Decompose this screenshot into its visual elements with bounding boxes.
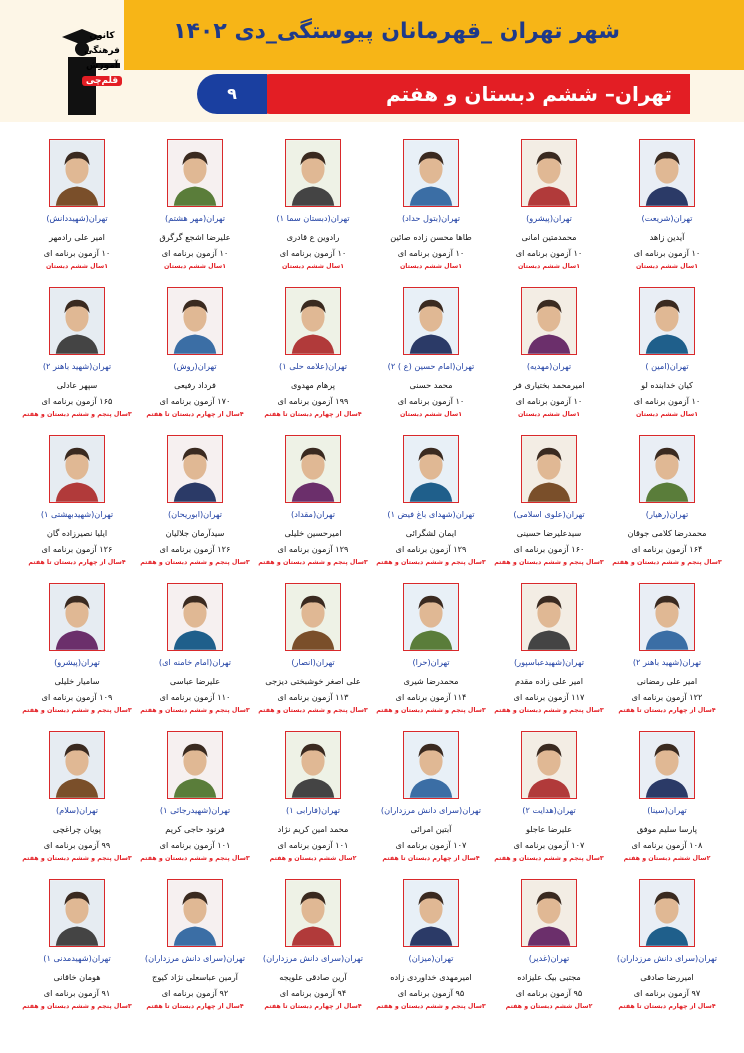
student-name: امیر علی رادمهر (49, 232, 105, 242)
student-years: ۴سال از چهارم دبستان تا هفتم (618, 1003, 716, 1010)
portrait-icon (640, 880, 694, 946)
student-school: تهران(علوی اسلامی) (513, 509, 585, 519)
student-name: ایمان لشگرائی (405, 528, 457, 538)
student-years: ۱سال ششم دبستان (399, 263, 463, 270)
student-name: رادوین ع قادری (286, 232, 340, 242)
student-school: تهران(سلام) (55, 805, 99, 815)
student-years: ۳سال پنجم و ششم دبستان و هفتم (22, 1003, 132, 1010)
student-name: محمد امین کریم نژاد (277, 824, 349, 834)
portrait-icon (286, 880, 340, 946)
student-years: ۳سال پنجم و ششم دبستان و هفتم (376, 707, 486, 714)
student-name: سپهر عادلی (56, 380, 98, 390)
student-exam-count: ۹۵ آزمون برنامه ای (515, 988, 583, 998)
student-exam-count: ۱۰ آزمون برنامه ای (515, 396, 583, 406)
portrait-icon (404, 436, 458, 502)
student-card (490, 278, 608, 424)
student-years: ۳سال پنجم و ششم دبستان و هفتم (22, 411, 132, 418)
student-school: تهران(شهیدمدنی ۱) (43, 953, 111, 963)
student-exam-count: ۱۶۰ آزمون برنامه ای (513, 544, 585, 554)
student-card (372, 870, 490, 1016)
student-photo (639, 879, 695, 947)
portrait-icon (168, 140, 222, 206)
student-school: تهران(هدایت ۲) (522, 805, 576, 815)
student-school: تهران(فارابی ۱) (285, 805, 340, 815)
student-name: امیرمحمد بختیاری فر (513, 380, 585, 390)
student-card (136, 870, 254, 1016)
portrait-icon (522, 584, 576, 650)
student-years: ۱سال ششم دبستان (45, 263, 109, 270)
portrait-icon (286, 732, 340, 798)
portrait-icon (50, 140, 104, 206)
student-photo (285, 435, 341, 503)
student-photo (167, 731, 223, 799)
student-school: تهران(حرا) (412, 657, 450, 667)
portrait-icon (404, 732, 458, 798)
student-years: ۱سال ششم دبستان (399, 411, 463, 418)
student-years: ۳سال پنجم و ششم دبستان و هفتم (494, 559, 604, 566)
portrait-icon (522, 288, 576, 354)
student-exam-count: ۹۱ آزمون برنامه ای (43, 988, 111, 998)
portrait-icon (522, 732, 576, 798)
portrait-icon (168, 436, 222, 502)
student-exam-count: ۱۲۶ آزمون برنامه ای (41, 544, 113, 554)
student-school: تهران(مهر هشتم) (164, 213, 226, 223)
student-name: علیرضا عباسی (169, 676, 221, 686)
portrait-icon (404, 880, 458, 946)
student-exam-count: ۱۰ آزمون برنامه ای (633, 396, 701, 406)
student-exam-count: ۱۰ آزمون برنامه ای (515, 248, 583, 258)
student-name: سیدعلیرضا حسینی (516, 528, 582, 538)
student-school: تهران(روش) (173, 361, 217, 371)
student-years: ۳سال پنجم و ششم دبستان و هفتم (22, 855, 132, 862)
student-school: تهران(سرای دانش مرزداران) (262, 953, 364, 963)
student-exam-count: ۹۲ آزمون برنامه ای (161, 988, 229, 998)
student-name: آرین صادقی علویجه (279, 972, 347, 982)
student-name: پویان چراغچی (52, 824, 102, 834)
student-card (608, 574, 726, 720)
student-years: ۴سال از چهارم دبستان تا هفتم (618, 707, 716, 714)
student-school: تهران(امام خامنه ای) (158, 657, 232, 667)
student-years: ۳سال پنجم و ششم دبستان و هفتم (376, 1003, 486, 1010)
student-name: سیدآرمان جلالیان (165, 528, 225, 538)
page-subtitle: تهران– ششم دبستان و هفتم (385, 82, 672, 106)
student-card (18, 870, 136, 1016)
student-grid (18, 130, 726, 1030)
portrait-icon (522, 436, 576, 502)
student-exam-count: ۱۰۹ آزمون برنامه ای (41, 692, 113, 702)
student-photo (285, 731, 341, 799)
student-exam-count: ۱۱۰ آزمون برنامه ای (159, 692, 231, 702)
student-years: ۴سال از چهارم دبستان تا هفتم (146, 1003, 244, 1010)
student-name: امیر علی زاده مقدم (515, 676, 583, 686)
student-name: طاها محسن زاده صائین (390, 232, 472, 242)
student-exam-count: ۱۰۱ آزمون برنامه ای (159, 840, 231, 850)
student-name: فرداد رفیعی (174, 380, 216, 390)
student-school: تهران(میزان) (408, 953, 454, 963)
portrait-icon (640, 584, 694, 650)
student-photo (285, 287, 341, 355)
student-photo (167, 879, 223, 947)
portrait-icon (640, 436, 694, 502)
student-photo (403, 139, 459, 207)
student-name: محمدرضا شیری (403, 676, 459, 686)
student-years: ۲سال ششم دبستان و هفتم (269, 855, 357, 862)
student-photo (403, 435, 459, 503)
student-exam-count: ۹۷ آزمون برنامه ای (633, 988, 701, 998)
student-photo (521, 583, 577, 651)
student-card (254, 278, 372, 424)
student-exam-count: ۹۵ آزمون برنامه ای (397, 988, 465, 998)
portrait-icon (50, 732, 104, 798)
student-exam-count: ۱۰ آزمون برنامه ای (397, 396, 465, 406)
student-school: تهران(شهید باهنر ۲) (42, 361, 112, 371)
student-exam-count: ۱۱۷ آزمون برنامه ای (513, 692, 585, 702)
student-name: محمدرضا کلامی جوقان (627, 528, 707, 538)
student-school: تهران(غدیر) (528, 953, 570, 963)
student-exam-count: ۱۰۱ آزمون برنامه ای (277, 840, 349, 850)
student-school: تهران(دبستان سما ۱) (276, 213, 350, 223)
portrait-icon (286, 140, 340, 206)
portrait-icon (50, 880, 104, 946)
student-years: ۱سال ششم دبستان (517, 411, 581, 418)
page-number: ۹ (197, 74, 267, 114)
student-years: ۳سال پنجم و ششم دبستان و هفتم (22, 707, 132, 714)
student-name: آبتین امرائی (410, 824, 452, 834)
student-exam-count: ۱۰ آزمون برنامه ای (161, 248, 229, 258)
logo-line: قلم‌چی (82, 76, 122, 86)
student-years: ۳سال پنجم و ششم دبستان و هفتم (258, 707, 368, 714)
student-name: کیان خدابنده لو (641, 380, 693, 390)
student-photo (403, 731, 459, 799)
student-school: تهران(پیشرو) (54, 657, 100, 667)
portrait-icon (404, 288, 458, 354)
student-photo (285, 139, 341, 207)
student-photo (49, 583, 105, 651)
student-exam-count: ۱۰۷ آزمون برنامه ای (395, 840, 467, 850)
student-photo (639, 435, 695, 503)
logo-line: آموزش (86, 61, 118, 71)
student-card (18, 278, 136, 424)
student-card (372, 574, 490, 720)
student-photo (521, 435, 577, 503)
student-photo (167, 287, 223, 355)
student-name: امیرحسین خلیلی (284, 528, 342, 538)
student-school: تهران(سرای دانش مرزداران) (380, 805, 482, 815)
portrait-icon (168, 880, 222, 946)
student-school: تهران(شهیدعباسپور) (513, 657, 584, 667)
student-school: تهران(شهیددانش) (46, 213, 108, 223)
student-photo (167, 435, 223, 503)
student-card (490, 722, 608, 868)
student-years: ۲سال ششم دبستان و هفتم (623, 855, 711, 862)
student-exam-count: ۱۰۸ آزمون برنامه ای (631, 840, 703, 850)
student-photo (49, 879, 105, 947)
student-exam-count: ۱۶۴ آزمون برنامه ای (631, 544, 703, 554)
student-exam-count: ۱۲۶ آزمون برنامه ای (159, 544, 231, 554)
portrait-icon (640, 288, 694, 354)
student-school: تهران(انصار) (291, 657, 335, 667)
student-card (608, 426, 726, 572)
student-name: مجتبی بیک علیزاده (517, 972, 581, 982)
student-exam-count: ۹۹ آزمون برنامه ای (43, 840, 111, 850)
student-years: ۱سال ششم دبستان (635, 263, 699, 270)
student-card (490, 130, 608, 276)
student-card (136, 722, 254, 868)
student-card (254, 130, 372, 276)
portrait-icon (286, 288, 340, 354)
student-exam-count: ۱۲۲ آزمون برنامه ای (631, 692, 703, 702)
portrait-icon (522, 140, 576, 206)
student-card (18, 722, 136, 868)
student-name: ایلیا نصیرزاده گان (46, 528, 108, 538)
student-exam-count: ۱۰۷ آزمون برنامه ای (513, 840, 585, 850)
student-years: ۱سال ششم دبستان (517, 263, 581, 270)
student-name: علی اصغر خوشبختی دیزجی (265, 676, 361, 686)
student-exam-count: ۱۶۵ آزمون برنامه ای (41, 396, 113, 406)
student-exam-count: ۱۰ آزمون برنامه ای (633, 248, 701, 258)
student-card (608, 722, 726, 868)
student-card (608, 278, 726, 424)
student-photo (285, 879, 341, 947)
student-card (136, 426, 254, 572)
student-name: محمدمتین امانی (521, 232, 577, 242)
student-photo (639, 139, 695, 207)
student-exam-count: ۱۰ آزمون برنامه ای (279, 248, 347, 258)
portrait-icon (286, 436, 340, 502)
student-school: تهران(بتول حداد) (401, 213, 461, 223)
student-photo (403, 287, 459, 355)
student-photo (639, 731, 695, 799)
student-school: تهران(پیشرو) (526, 213, 572, 223)
student-school: تهران(سرای دانش مرزداران) (144, 953, 246, 963)
student-card (490, 574, 608, 720)
student-card (254, 426, 372, 572)
student-years: ۳سال پنجم و ششم دبستان و هفتم (140, 559, 250, 566)
student-years: ۳سال پنجم و ششم دبستان و هفتم (376, 559, 486, 566)
portrait-icon (404, 584, 458, 650)
portrait-icon (168, 288, 222, 354)
student-name: امیر علی رمضانی (636, 676, 698, 686)
student-exam-count: ۱۷۰ آزمون برنامه ای (159, 396, 231, 406)
student-card (18, 574, 136, 720)
page-header (0, 0, 744, 122)
student-years: ۳سال پنجم و ششم دبستان و هفتم (140, 855, 250, 862)
student-photo (49, 287, 105, 355)
student-card (490, 426, 608, 572)
student-photo (403, 583, 459, 651)
student-years: ۳سال پنجم و ششم دبستان و هفتم (612, 559, 722, 566)
logo-line: کانون (89, 31, 115, 41)
student-photo (521, 879, 577, 947)
student-exam-count: ۱۱۴ آزمون برنامه ای (395, 692, 467, 702)
student-school: تهران(شهدای باغ فیض ۱) (387, 509, 475, 519)
student-exam-count: ۱۰ آزمون برنامه ای (43, 248, 111, 258)
student-years: ۳سال پنجم و ششم دبستان و هفتم (494, 855, 604, 862)
student-name: محمد حسنی (409, 380, 453, 390)
student-card (372, 130, 490, 276)
portrait-icon (640, 732, 694, 798)
portrait-icon (50, 288, 104, 354)
student-name: علیرضا اشجع گرگرق (159, 232, 231, 242)
student-years: ۱سال ششم دبستان (635, 411, 699, 418)
student-name: هومان خاقانی (53, 972, 101, 982)
student-school: تهران(شهید باهنر ۲) (632, 657, 702, 667)
student-years: ۳سال پنجم و ششم دبستان و هفتم (494, 707, 604, 714)
student-exam-count: ۱۲۹ آزمون برنامه ای (395, 544, 467, 554)
student-school: تهران(شریعت) (641, 213, 693, 223)
student-school: تهران(شهیدبهشتی ۱) (40, 509, 114, 519)
student-name: امیرمهدی خداوردی زاده (390, 972, 472, 982)
student-years: ۳سال پنجم و ششم دبستان و هفتم (258, 559, 368, 566)
student-exam-count: ۱۰ آزمون برنامه ای (397, 248, 465, 258)
student-card (372, 426, 490, 572)
student-years: ۳سال پنجم و ششم دبستان و هفتم (140, 707, 250, 714)
student-card (372, 278, 490, 424)
student-years: ۴سال از چهارم دبستان تا هفتم (264, 1003, 362, 1010)
student-years: ۴سال از چهارم دبستان تا هفتم (28, 559, 126, 566)
portrait-icon (168, 732, 222, 798)
student-photo (639, 287, 695, 355)
student-card (372, 722, 490, 868)
brand-logo (60, 25, 126, 117)
student-school: تهران(امام حسین (ع ) ۲) (387, 361, 475, 371)
student-school: تهران(سرای دانش مرزداران) (616, 953, 718, 963)
student-photo (49, 435, 105, 503)
student-card (254, 574, 372, 720)
student-name: آرمین عباسعلی نژاد کیوج (152, 972, 238, 982)
student-years: ۴سال از چهارم دبستان تا هفتم (264, 411, 362, 418)
portrait-icon (522, 880, 576, 946)
student-photo (521, 139, 577, 207)
student-photo (49, 731, 105, 799)
student-years: ۴سال از چهارم دبستان تا هفتم (146, 411, 244, 418)
student-card (18, 426, 136, 572)
student-school: تهران(علامه حلی ۱) (278, 361, 347, 371)
student-photo (167, 583, 223, 651)
student-card (490, 870, 608, 1016)
student-years: ۲سال ششم دبستان و هفتم (505, 1003, 593, 1010)
student-card (254, 870, 372, 1016)
student-name: پارسا سلیم موفق (636, 824, 698, 834)
student-photo (521, 287, 577, 355)
student-school: تهران(رهیار) (645, 509, 689, 519)
student-card (608, 130, 726, 276)
student-photo (521, 731, 577, 799)
student-school: تهران(مقداد) (291, 509, 335, 519)
portrait-icon (50, 584, 104, 650)
student-exam-count: ۱۱۳ آزمون برنامه ای (277, 692, 349, 702)
student-card (608, 870, 726, 1016)
student-name: سامیار خلیلی (54, 676, 100, 686)
portrait-icon (50, 436, 104, 502)
student-years: ۱سال ششم دبستان (281, 263, 345, 270)
student-photo (167, 139, 223, 207)
page-title: شهر تهران _قهرمانان پیوستگی_دی ۱۴۰۲ (173, 19, 620, 44)
student-name: آیدین زاهد (649, 232, 685, 242)
portrait-icon (640, 140, 694, 206)
portrait-icon (286, 584, 340, 650)
student-name: امیررضا صادقی (640, 972, 694, 982)
portrait-icon (404, 140, 458, 206)
student-exam-count: ۱۲۹ آزمون برنامه ای (277, 544, 349, 554)
student-name: پرهام مهدوی (290, 380, 336, 390)
student-card (136, 130, 254, 276)
student-years: ۱سال ششم دبستان (163, 263, 227, 270)
logo-line: فرهنگی (84, 46, 120, 56)
student-school: تهران(سینا) (647, 805, 687, 815)
student-school: تهران(ابوریحان) (167, 509, 223, 519)
student-school: تهران(مهدیه) (526, 361, 572, 371)
student-school: تهران(امین ) (645, 361, 689, 371)
student-card (136, 278, 254, 424)
student-photo (639, 583, 695, 651)
student-exam-count: ۱۹۹ آزمون برنامه ای (277, 396, 349, 406)
student-school: تهران(شهیدرجائی ۱) (159, 805, 231, 815)
student-name: علیرضا عاجلو (525, 824, 572, 834)
student-photo (49, 139, 105, 207)
student-photo (285, 583, 341, 651)
student-exam-count: ۹۴ آزمون برنامه ای (279, 988, 347, 998)
portrait-icon (168, 584, 222, 650)
student-card (136, 574, 254, 720)
student-card (18, 130, 136, 276)
student-photo (403, 879, 459, 947)
student-years: ۴سال از چهارم دبستان تا هفتم (382, 855, 480, 862)
student-name: فرنود حاجی کریم (165, 824, 225, 834)
student-card (254, 722, 372, 868)
